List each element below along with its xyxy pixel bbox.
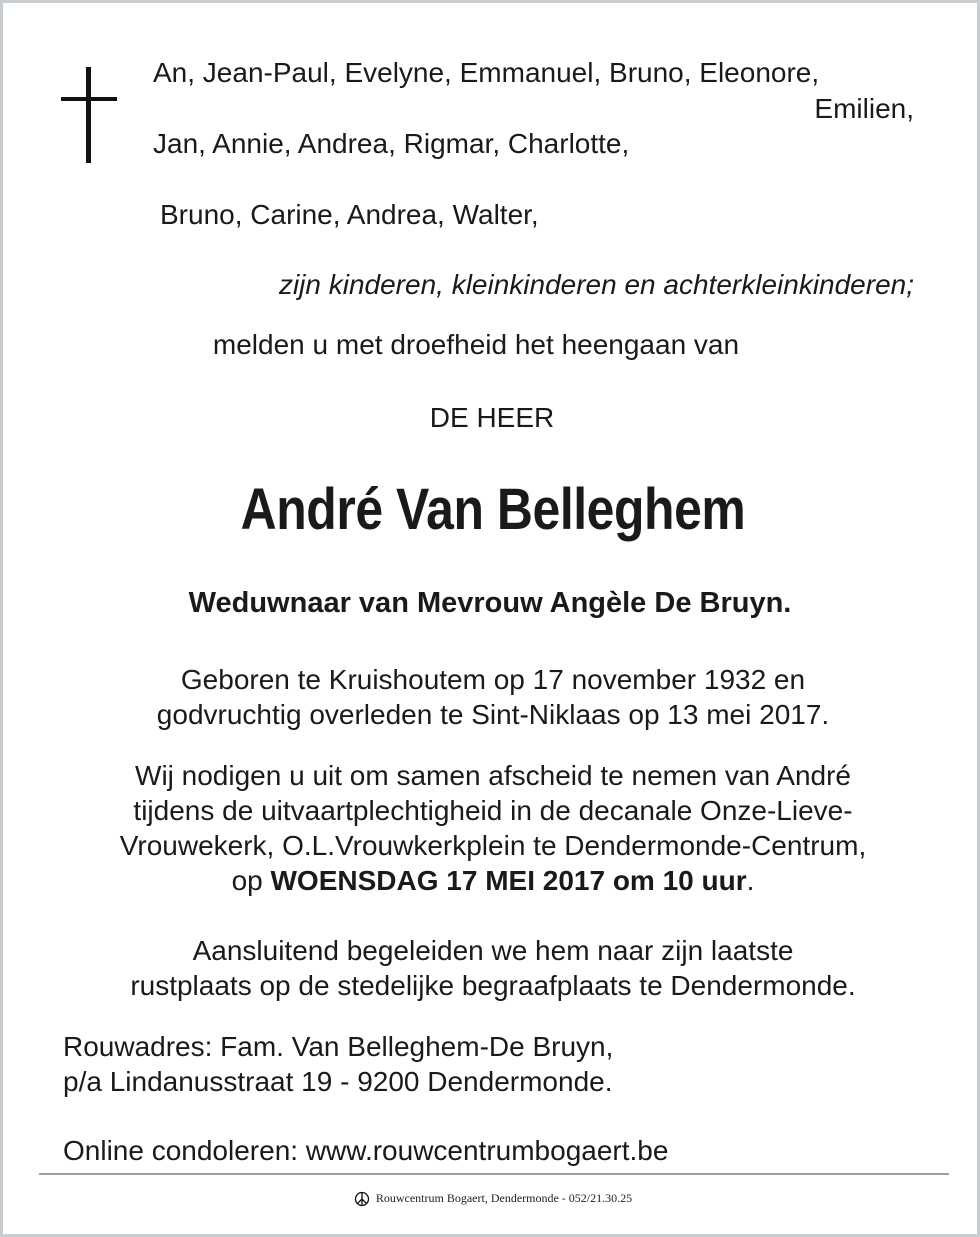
burial-line-1: Aansluitend begeleiden we hem naar zijn laatste [192, 935, 794, 966]
life-line-1: Geboren te Kruishoutem op 17 november 1932 en [180, 664, 806, 695]
footer-text: Rouwcentrum Bogaert, Dendermonde - 052/21.30.25 [375, 1191, 633, 1205]
invitation-line-3: Vrouwekerk, O.L.Vrouwkerkplein te Dendermonde-Centrum, [119, 830, 867, 861]
subtitle-widower: Weduwnaar van Mevrouw Angèle De Bruyn. [188, 587, 792, 619]
deceased-name: André Van Belleghem [240, 477, 746, 542]
invitation-line-2: tijdens de uitvaartplechtigheid in de decanale Onze-Lieve- [133, 795, 853, 826]
invitation-line-4: op WOENSDAG 17 MEI 2017 om 10 uur. [231, 865, 755, 896]
burial-line-2: rustplaats op de stedelijke begraafplaats te Dendermonde. [130, 970, 856, 1001]
family-children-line-cont: Emilien, [814, 93, 914, 124]
family-children-line: An, Jean-Paul, Evelyne, Emmanuel, Bruno, Eleonore, [153, 57, 820, 88]
online-condolence: Online condoleren: www.rouwcentrumbogaert.be [63, 1135, 669, 1166]
divider [39, 1173, 949, 1175]
family-relation: zijn kinderen, kleinkinderen en achterkleinkinderen; [278, 269, 914, 300]
family-greatgrandchildren-line: Bruno, Carine, Andrea, Walter, [160, 199, 539, 230]
family-grandchildren-line: Jan, Annie, Andrea, Rigmar, Charlotte, [153, 128, 630, 159]
address-line-2: p/a Lindanusstraat 19 - 9200 Dendermonde. [63, 1066, 613, 1097]
cross-icon [61, 67, 117, 163]
peace-logo-icon [354, 1191, 370, 1207]
address-line-1: Rouwadres: Fam. Van Belleghem-De Bruyn, [63, 1031, 614, 1062]
honorific: DE HEER [429, 402, 555, 433]
life-line-2: godvruchtig overleden te Sint-Niklaas op 13 mei 2017. [156, 699, 830, 730]
funeral-date: WOENSDAG 17 MEI 2017 om 10 uur [270, 865, 747, 896]
announcement: melden u met droefheid het heengaan van [212, 329, 740, 360]
invitation-line-1: Wij nodigen u uit om samen afscheid te nemen van André [135, 760, 851, 791]
footer [3, 1189, 980, 1207]
